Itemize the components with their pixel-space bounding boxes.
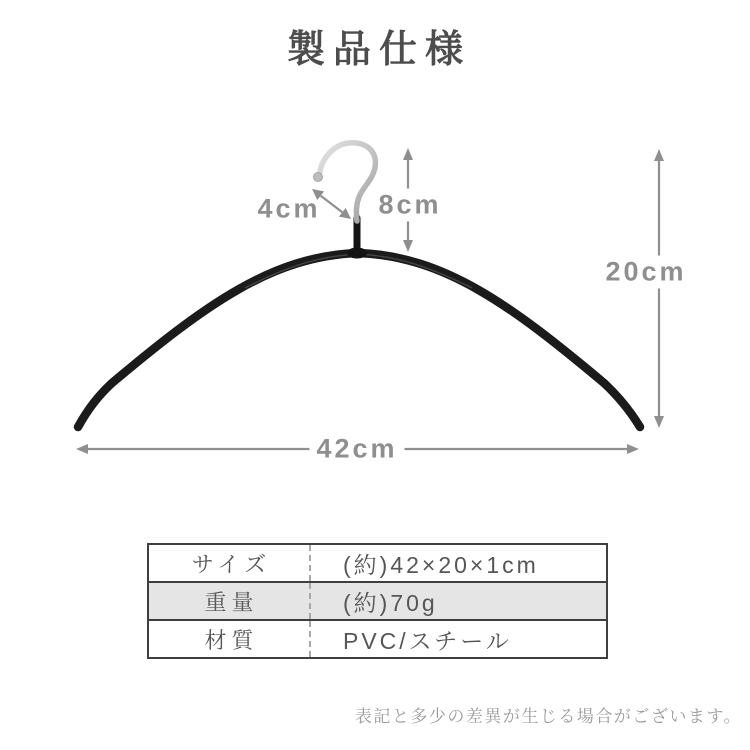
spec-label-weight: 重量 xyxy=(149,583,311,619)
table-row xyxy=(149,545,606,581)
spec-value-size: (約)42×20×1cm xyxy=(343,551,539,578)
dim-label-hanger-width: 42cm xyxy=(309,433,404,466)
spec-value-weight: (約)70g xyxy=(343,589,438,616)
spec-label-material: 材質 xyxy=(149,621,311,657)
page-title: 製品仕様 xyxy=(286,29,471,71)
spec-table xyxy=(147,543,608,659)
spec-value-material: PVC/スチール xyxy=(343,627,512,654)
table-row xyxy=(149,619,606,657)
hook-ball-tip xyxy=(314,173,323,182)
dim-label-hook-width: 4cm xyxy=(257,193,321,224)
hanger-body xyxy=(78,253,640,427)
spec-label-size: サイズ xyxy=(149,545,311,581)
table-row xyxy=(149,581,606,619)
disclaimer-note: 表記と多少の差異が生じる場合がございます。 xyxy=(354,707,742,726)
hook-icon xyxy=(320,143,375,221)
dim-label-hanger-height: 20cm xyxy=(598,256,693,289)
dim-label-hook-height: 8cm xyxy=(371,189,448,222)
hanger-height-arrow xyxy=(654,149,664,428)
